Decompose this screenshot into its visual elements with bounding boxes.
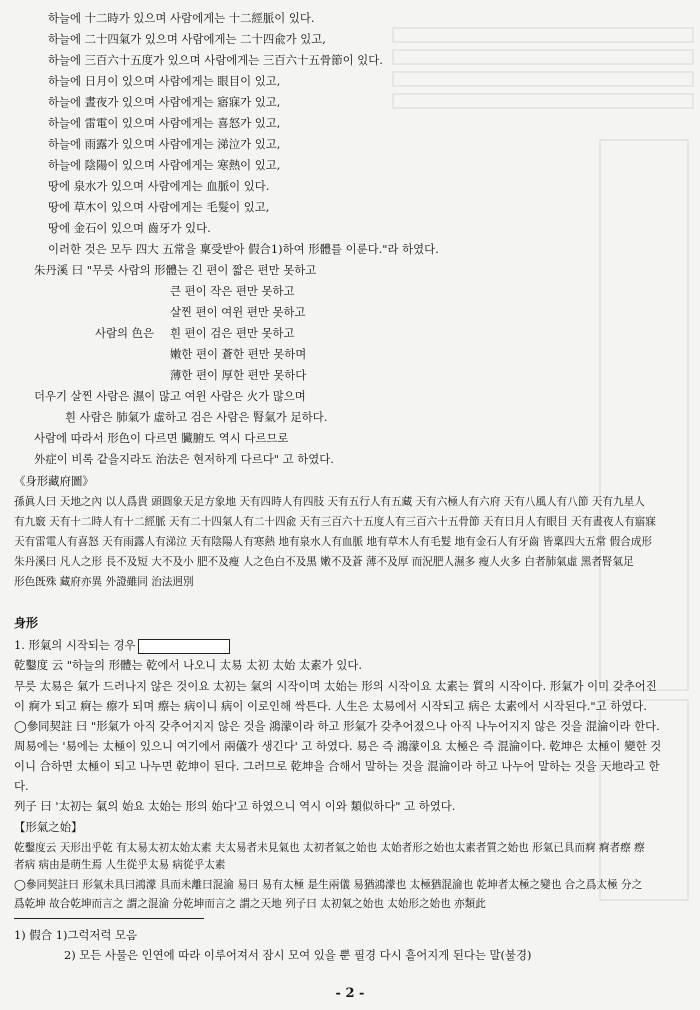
classical-text-line: 有九竅 天有十二時人有十二經脈 天有二十四氣人有二十四兪 天有三百六十五度人有三百六十五骨節 天有日月人有眼目 天有晝夜人有寤寐 — [14, 516, 656, 528]
classical-text-line: 形色旣殊 藏府亦異 外證雖同 治法迥別 — [14, 576, 194, 588]
classical-text-line: 爲乾坤 故合乾坤而言之 謂之混淪 分乾坤而言之 謂之天地 列子曰 太初氣之始也 太始形之始也 亦類此 — [14, 898, 486, 910]
item-label: 1. 形氣의 시작되는 경우 — [14, 638, 136, 652]
text-line: 하늘에 雷電이 있으며 사람에게는 喜怒가 있고, — [48, 116, 281, 130]
text-line: 더우기 살찐 사람은 濕이 많고 여윈 사람은 火가 많으며 — [34, 389, 306, 403]
text-line: ◯參同契註 曰 "形氣가 아직 갖추어지지 않은 것을 鴻濛이라 하고 形氣가 갖추어졌으나 아직 나누어지지 않은 것을 混淪이라 한다. — [14, 719, 660, 733]
text-line: 乾鑿度 云 "하늘의 形體는 乾에서 나오니 太易 太初 太始 太素가 있다. — [14, 658, 362, 672]
text-line: 周易에는 '易에는 太極이 있으니 여기에서 兩儀가 생긴다' 고 하였다. 易은 즉 鴻濛이요 太極은 즉 混淪이다. 乾坤은 太極이 變한 것 — [14, 739, 662, 753]
text-line: 하늘에 日月이 있으며 사람에게는 眼目이 있고, — [48, 74, 281, 88]
text-line: 朱丹溪 曰 "무릇 사람의 形體는 긴 편이 짧은 편만 못하고 — [34, 263, 317, 277]
classical-text-line: 孫眞人曰 天地之內 以人爲貴 頭圓象天足方象地 天有四時人有四肢 天有五行人有五藏 天有六極人有六府 天有八風人有八節 天有九星人 — [14, 496, 645, 508]
classical-text-line: 朱丹溪曰 凡人之形 長不及短 大不及小 肥不及瘦 人之色白不及黑 嫩不及蒼 薄不及厚 而況肥人濕多 瘦人火多 白者肺氣虛 黑者腎氣足 — [14, 556, 634, 568]
text-line: 사람에 따라서 形色이 다르면 臟腑도 역시 다르므로 — [34, 431, 289, 445]
classical-text-line: 天有雷電人有喜怒 天有雨露人有涕泣 天有陰陽人有寒熱 地有泉水人有血脈 地有草木人有毛髮 地有金石人有牙齒 皆稟四大五常 假合成形 — [14, 536, 653, 548]
item-heading — [14, 638, 230, 654]
text-line: 하늘에 二十四氣가 있으며 사람에게는 二十四兪가 있고, — [48, 32, 326, 46]
text-line: 흰 사람은 肺氣가 虛하고 검은 사람은 腎氣가 足하다. — [65, 410, 328, 424]
text-line: 사람의 色은 — [95, 326, 155, 340]
text-line: 흰 편이 검은 편만 못하고 — [170, 326, 295, 340]
section-heading-form-qi: 【形氣之始】 — [14, 820, 83, 834]
text-line: 이니 合하면 太極이 되고 나누면 乾坤이 된다. 그러므로 乾坤을 合해서 말하는 것을 混淪이라 하고 나누어 말하는 것을 天地라고 한 — [14, 759, 660, 773]
text-line: 하늘에 晝夜가 있으며 사람에게는 寤寐가 있고, — [48, 95, 281, 109]
text-line: 列子 曰 '太初는 氣의 始요 太始는 形의 始다'고 하였으니 역시 이와 類似하다" 고 하였다. — [14, 799, 456, 813]
text-line: 嫩한 편이 蒼한 편만 못하며 — [170, 347, 307, 361]
text-line: 살찐 편이 여윈 편만 못하고 — [170, 305, 306, 319]
text-line: 땅에 金石이 있으며 齒牙가 있다. — [48, 221, 211, 235]
text-line: 外症이 비록 같을지라도 治法은 현저하게 다르다" 고 하였다. — [34, 452, 334, 466]
classical-text-line: 乾鑿度云 天形出乎乾 有太易太初太始太素 夫太易者未見氣也 太初者氣之始也 太始者形之始也太素者質之始也 形氣已具而痾 痾者瘵 瘵 — [14, 842, 645, 854]
text-line: 薄한 편이 厚한 편만 못하다 — [170, 368, 307, 382]
page-number: - 2 - — [335, 986, 365, 1001]
text-line: 큰 편이 작은 편만 못하고 — [170, 284, 295, 298]
text-line: 하늘에 陰陽이 있으며 사람에게는 寒熱이 있고, — [48, 158, 281, 172]
footnote-divider — [14, 918, 204, 919]
footnote: 1) 假合 1)그럭저럭 모음 — [14, 928, 138, 942]
footnote: 2) 모든 사물은 인연에 따라 이루어져서 잠시 모여 있을 뿐 필경 다시 흩어지게 된다는 말(불경) — [64, 948, 532, 962]
answer-blank-box[interactable] — [138, 639, 230, 654]
text-line: 하늘에 十二時가 있으며 사람에게는 十二經脈이 있다. — [48, 11, 315, 25]
text-line: 땅에 草木이 있으며 사람에게는 毛髮이 있고, — [48, 200, 270, 214]
text-line: 이러한 것은 모두 四大 五常을 稟受받아 假合1)하여 形體를 이룬다."라 하였다. — [48, 242, 439, 256]
text-line: 다. — [14, 779, 29, 793]
classical-text-line: ◯參同契註曰 形氣未具曰鴻濛 具而未離曰混淪 易曰 易有太極 是生兩儀 易猶鴻濛也 太極猶混淪也 乾坤者太極之變也 合之爲太極 分之 — [14, 879, 643, 891]
text-line: 이 痾가 되고 痾는 瘵가 되며 瘵는 病이니 病이 이로인해 싹튼다. 人生은 太易에서 시작되고 病은 太素에서 시작된다."고 하였다. — [14, 699, 647, 713]
text-line: 땅에 泉水가 있으며 사람에게는 血脈이 있다. — [48, 179, 270, 193]
text-line: 무릇 太易은 氣가 드러나지 않은 것이요 太初는 氣의 시작이며 太始는 形의 시작이요 太素는 質의 시작이다. 形氣가 이미 갖추어진 — [14, 679, 657, 693]
text-line: 하늘에 三百六十五度가 있으며 사람에게는 三百六十五骨節이 있다. — [48, 53, 383, 67]
text-line: 하늘에 雨露가 있으며 사람에게는 涕泣가 있고, — [48, 137, 281, 151]
section-heading-body-organ-chart: 《身形藏府圖》 — [14, 474, 94, 488]
section-title: 身形 — [14, 616, 39, 630]
classical-text-line: 者病 病由是萌生焉 人生從乎太易 病從乎太素 — [14, 859, 226, 871]
